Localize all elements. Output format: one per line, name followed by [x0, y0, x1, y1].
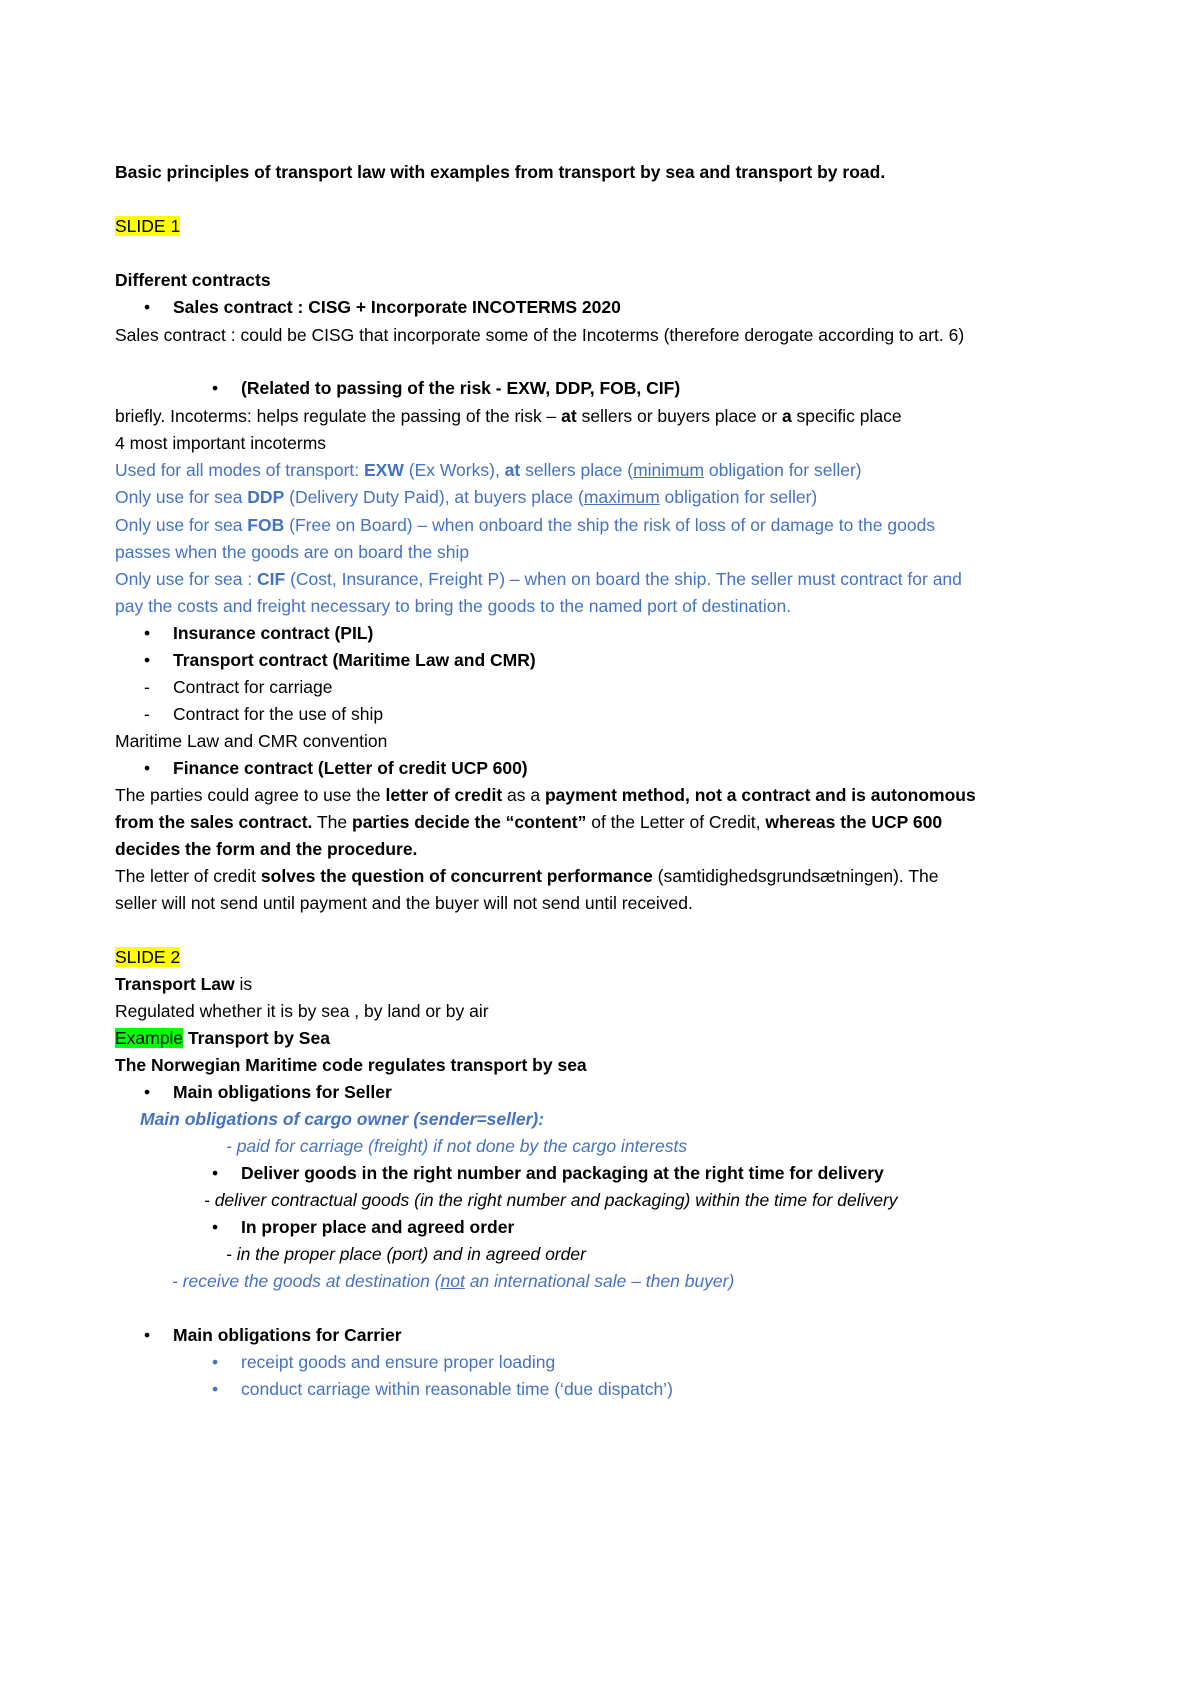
paragraph: - paid for carriage (freight) if not done by the cargo interests	[226, 1136, 688, 1156]
bullet-icon	[212, 375, 218, 402]
bullet-icon	[212, 1349, 218, 1376]
slide-2-label: SLIDE 2	[115, 947, 181, 967]
paragraph: The letter of credit solves the question of concurrent performance (samtidighedsgrundsætningen). The	[115, 866, 939, 886]
paragraph: Sales contract : could be CISG that incorporate some of the Incoterms (therefore derogate according to art. 6)	[115, 325, 965, 345]
bullet-icon	[212, 1160, 218, 1187]
section-heading: Different contracts	[115, 270, 271, 290]
bullet-icon	[144, 755, 150, 782]
incoterm-fob: Only use for sea FOB (Free on Board) – when onboard the ship the risk of loss of or damage to the goods	[115, 515, 936, 535]
paragraph: - in the proper place (port) and in agreed order	[226, 1244, 586, 1264]
paragraph: Main obligations of cargo owner (sender=seller):	[140, 1109, 545, 1129]
bullet-icon	[212, 1214, 218, 1241]
bullet-icon	[212, 1376, 218, 1403]
incoterm-cif: Only use for sea : CIF (Cost, Insurance, Freight P) – when on board the ship. The seller must contract for and	[115, 569, 962, 589]
paragraph: Maritime Law and CMR convention	[115, 731, 388, 751]
bullet-icon	[144, 620, 150, 647]
bullet-icon	[144, 294, 150, 321]
incoterm-fob-cont: passes when the goods are on board the ship	[115, 542, 470, 562]
dash-icon	[144, 701, 150, 728]
paragraph: 4 most important incoterms	[115, 433, 327, 453]
bullet-icon	[144, 647, 150, 674]
paragraph: - receive the goods at destination (not an international sale – then buyer)	[172, 1271, 735, 1291]
paragraph: briefly. Incoterms: helps regulate the passing of the risk – at sellers or buyers place or a specific place	[115, 406, 902, 426]
paragraph: Transport Law is	[115, 974, 253, 994]
document-title: Basic principles of transport law with examples from transport by sea and transport by road.	[115, 162, 886, 182]
paragraph: Example Transport by Sea	[115, 1028, 330, 1048]
paragraph: from the sales contract. The parties decide the “content” of the Letter of Credit, whereas the UCP 600	[115, 812, 943, 832]
paragraph: Regulated whether it is by sea , by land or by air	[115, 1001, 489, 1021]
bullet-icon	[144, 1322, 150, 1349]
dash-icon	[144, 674, 150, 701]
paragraph: - deliver contractual goods (in the right number and packaging) within the time for delivery	[204, 1190, 898, 1210]
incoterm-exw: Used for all modes of transport: EXW (Ex Works), at sellers place (minimum obligation for seller)	[115, 460, 862, 480]
slide-1-label: SLIDE 1	[115, 216, 181, 236]
incoterm-cif-cont: pay the costs and freight necessary to bring the goods to the named port of destination.	[115, 596, 792, 616]
document-page: Basic principles of transport law with examples from transport by sea and transport by road. SLIDE 1 Different contracts • Sales contract : CISG + Incorporate INCOTERMS 2020 Sales contract : could be CISG that incorporate some of the Incoterms (therefore derogate according to art. 6) • (Related to passing of the risk - EXW, DDP, FOB, CIF) briefly. Incoterms: helps regulate the passing of the risk – at sellers or buyers place or a specific place 4 most important incoterms Used for all modes of transport: EXW (Ex Works), at sellers place (minimum obligation for seller) Only use for sea DDP (Delivery Duty Paid), at buyers place (maximum obligation for seller) Only use for sea FOB (Free on Board) – when onboard the ship the risk of loss of or damage to the goods passes when the goods are on board the ship Only use for sea : CIF (Cost, Insurance, Freight P) – when on board the ship. The seller must contract for and pay the costs and freight necessary to bring the goods to the named port of destination. • Insurance contract (PIL) • Transport contract (Maritime Law and CMR) - Contract for carriage - Contract for the use of ship Maritime Law and CMR convention • Finance contract (Letter of credit UCP 600) The parties could agree to use the letter of credit as a payment method, not a contract and is autonomous from the sales contract. The parties decide the “content” of the Letter of Credit, whereas the UCP 600 decides the form and the procedure. The letter of credit solves the question of concurrent performance (samtidighedsgrundsætningen). The seller will not send until payment and the buyer will not send until received. SLIDE 2 Transport Law is Regulated whether it is by sea , by land or by air Example Transport by Sea The Norwegian Maritime code regulates transport by sea • Main obligations for Seller Main obligations of cargo owner (sender=seller): - paid for carriage (freight) if not done by the cargo interests • Deliver goods in the right number and packaging at the right time for delivery - deliver contractual goods (in the right number and packaging) within the time for delivery • In proper place and agreed order - in the proper place (port) and in agreed order - receive the goods at destination (not an international sale – then buyer) • Main obligations for Carrier • receipt goods and ensure proper loading • conduct carriage within reasonable time (‘due dispatch’)	[0, 0, 1200, 1696]
paragraph: decides the form and the procedure.	[115, 839, 418, 859]
bullet-icon	[144, 1079, 150, 1106]
paragraph: The parties could agree to use the letter of credit as a payment method, not a contract and is autonomous	[115, 785, 976, 805]
example-highlight: Example	[115, 1028, 184, 1048]
paragraph: seller will not send until payment and the buyer will not send until received.	[115, 893, 693, 913]
incoterm-ddp: Only use for sea DDP (Delivery Duty Paid), at buyers place (maximum obligation for seller)	[115, 487, 818, 507]
paragraph: The Norwegian Maritime code regulates transport by sea	[115, 1055, 587, 1075]
